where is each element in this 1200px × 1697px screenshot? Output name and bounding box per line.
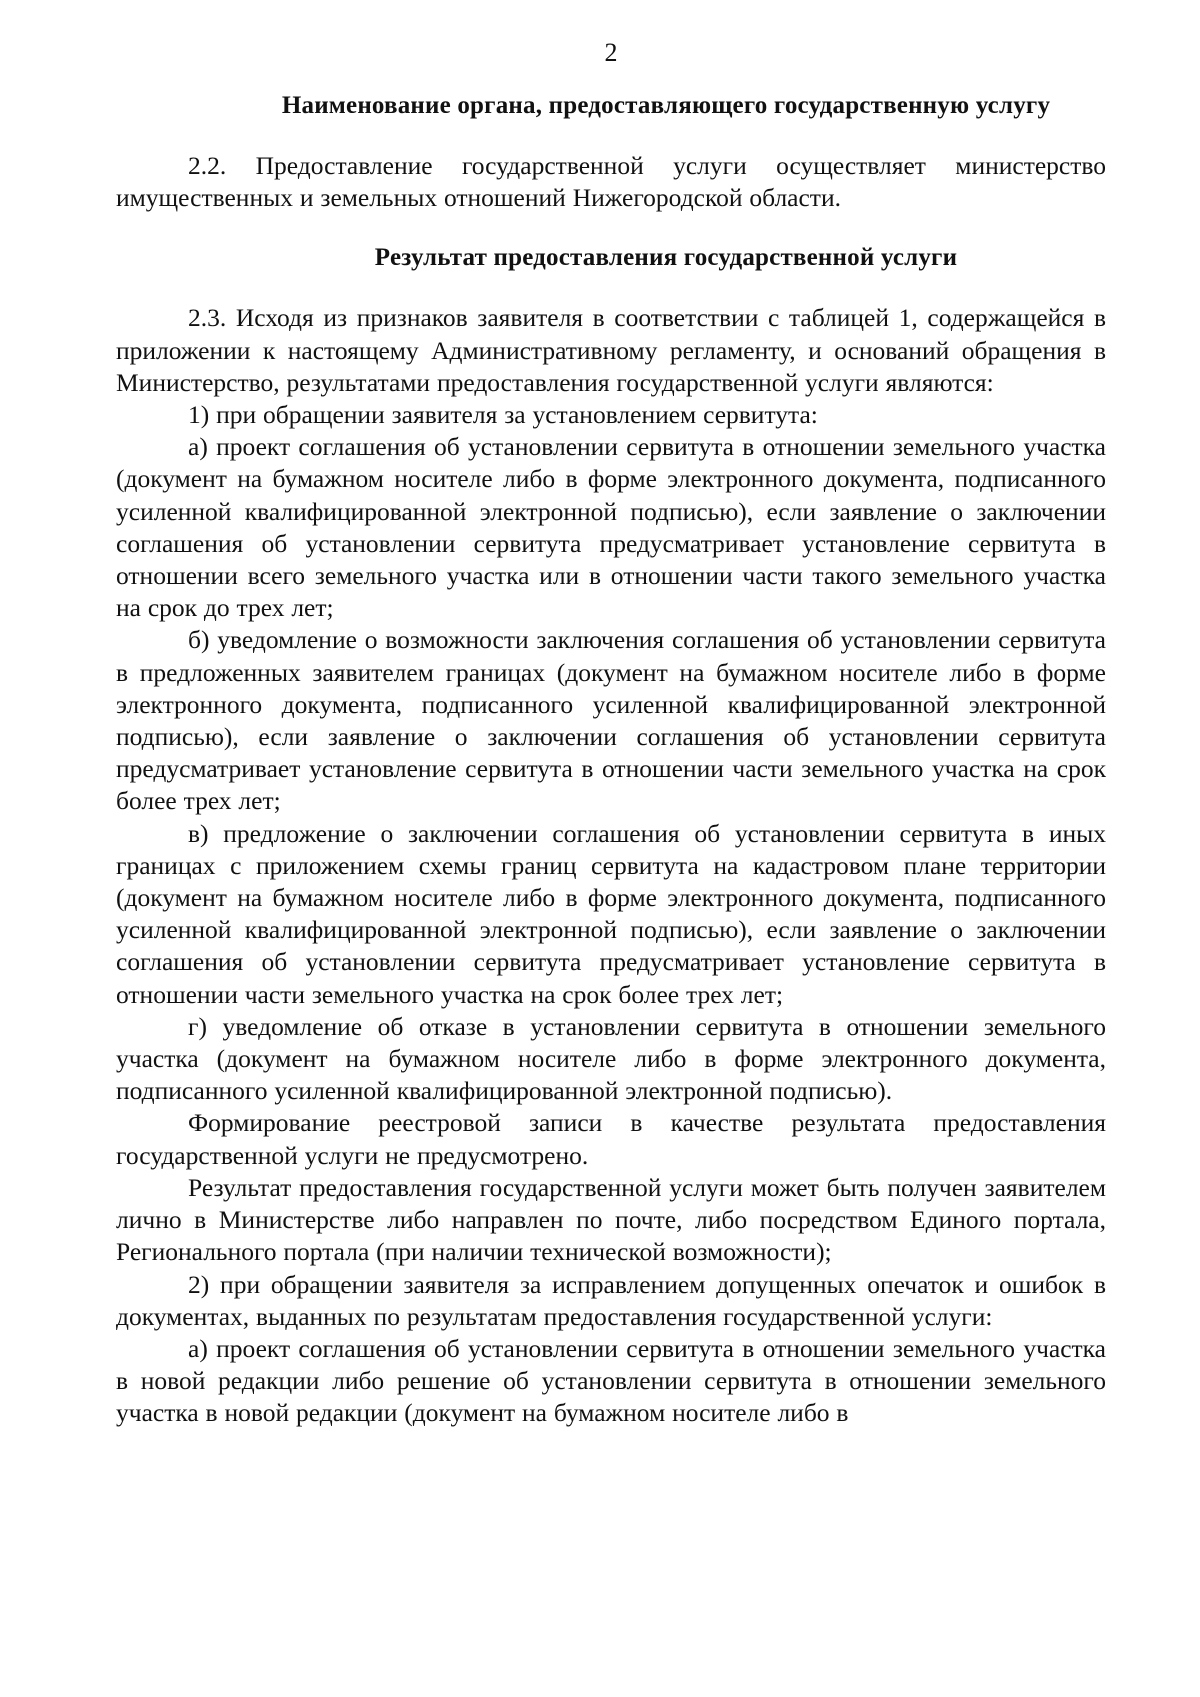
- list-item-1v: в) предложение о заключении соглашения об установлении сервитута в иных границах с приложением схемы границ сервитута на кадастровом плане территории (документ на бумажном носителе либо в форме электронного документа, подписанного усиленной квалифицированной электронной подписью), если заявление о заключении соглашения об установлении сервитута предусматривает установление сервитута в отношении части земельного участка на срок более трех лет;: [116, 818, 1106, 1009]
- paragraph-delivery-note: Результат предоставления государственной услуги может быть получен заявителем лично в Министерстве либо направлен по почте, либо посредством Единого портала, Регионального портала (при наличии технической возможности);: [116, 1172, 1106, 1267]
- result-section: [116, 302, 1106, 1429]
- paragraph-2-2: 2.2. Предоставление государственной услуги осуществляет министерство имущественных и земельных отношений Нижегородской области.: [116, 151, 1106, 213]
- document-page: [116, 38, 1106, 1430]
- list-item-2: 2) при обращении заявителя за исправлением допущенных опечаток и ошибок в документах, выданных по результатам предоставления государственной услуги:: [116, 1269, 1106, 1331]
- heading-authority: Наименование органа, предоставляющего государственную услугу: [281, 92, 1051, 119]
- paragraph-registry-note: Формирование реестровой записи в качестве результата предоставления государственной услуги не предусмотрено.: [116, 1108, 1106, 1170]
- list-item-1b: б) уведомление о возможности заключения соглашения об установлении сервитута в предложенных заявителем границах (документ на бумажном носителе либо в форме электронного документа, подписанного усиленной квалифицированной электронной подписью), если заявление о заключении соглашения об установлении сервитута предусматривает установление сервитута в отношении части земельного участка на срок более трех лет;: [116, 625, 1106, 816]
- page-number: 2: [604, 38, 618, 67]
- heading-result: Результат предоставления государственной услуги: [374, 244, 958, 272]
- list-item-1a: а) проект соглашения об установлении сервитута в отношении земельного участка (документ на бумажном носителе либо в форме электронного документа, подписанного усиленной квалифицированной электронной подписью), если заявление о заключении соглашения об установлении сервитута предусматривает установление сервитута в отношении всего земельного участка или в отношении части такого земельного участка на срок до трех лет;: [116, 432, 1106, 623]
- list-item-1g: г) уведомление об отказе в установлении сервитута в отношении земельного участка (документ на бумажном носителе либо в форме электронного документа, подписанного усиленной квалифицированной электронной подписью).: [116, 1011, 1106, 1106]
- list-item-1: 1) при обращении заявителя за установлением сервитута:: [188, 400, 818, 430]
- paragraph-2-3: 2.3. Исходя из признаков заявителя в соответствии с таблицей 1, содержащейся в приложении к настоящему Административному регламенту, и оснований обращения в Министерство, результатами предоставления государственной услуги являются:: [116, 303, 1106, 397]
- list-item-2a: а) проект соглашения об установлении сервитута в отношении земельного участка в новой редакции либо решение об установлении сервитута в отношении земельного участка в новой редакции (документ на бумажном носителе либо в: [116, 1333, 1106, 1428]
